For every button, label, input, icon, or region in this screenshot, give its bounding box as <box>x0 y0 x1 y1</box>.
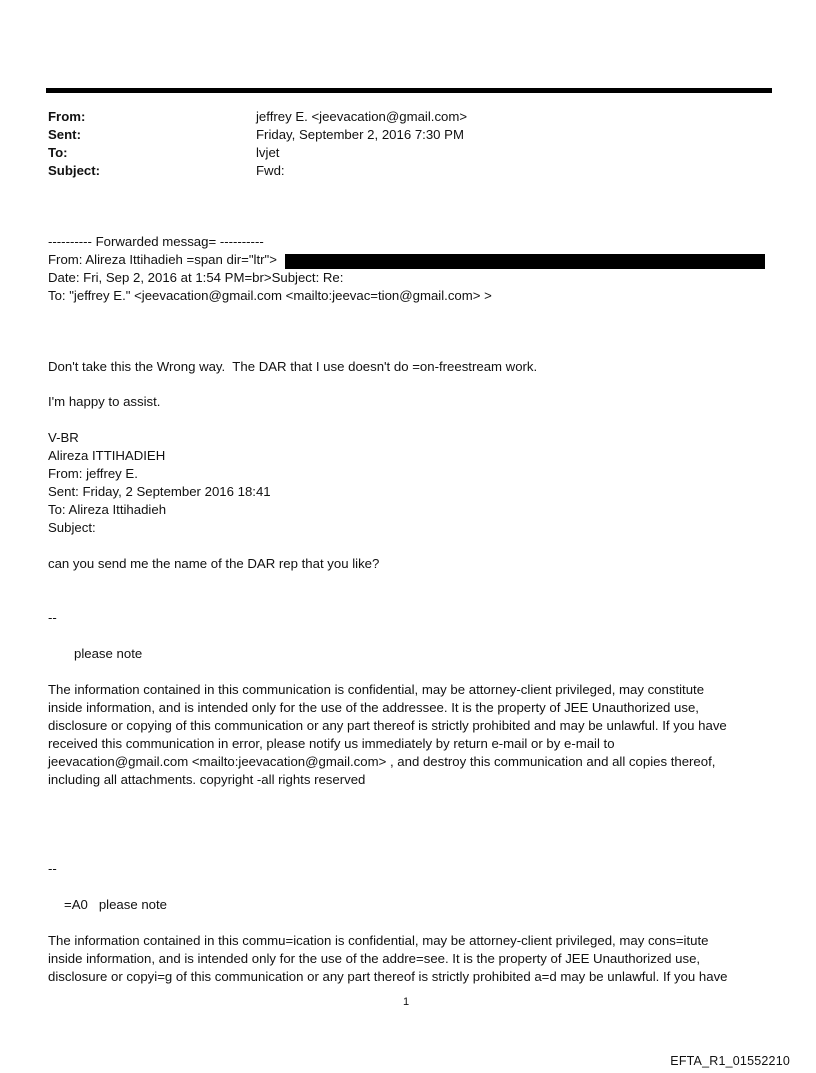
footer1-dashes: -- <box>48 610 57 625</box>
footer2-text-line: inside information, and is intended only for the use of the addre=see. It is the property of JEE Unauthorized use, <box>48 951 701 966</box>
subject-label: Subject: <box>48 163 101 178</box>
sent-value: Friday, September 2, 2016 7:30 PM <box>256 127 464 142</box>
quoted-question: can you send me the name of the DAR rep that you like? <box>48 556 380 571</box>
footer1-text-line: jeevacation@gmail.com <mailto:jeevacation@gmail.com> , and destroy this communication and all copies thereof, <box>48 754 716 769</box>
footer1-text-line: inside information, and is intended only for the use of the addressee. It is the property of JEE Unauthorized use, <box>48 700 699 715</box>
body-paragraph-1: Don't take this the Wrong way. The DAR that I use doesn't do =on-freestream work. <box>48 359 538 374</box>
bates-number: EFTA_R1_01552210 <box>670 1054 790 1068</box>
quoted-from: From: jeffrey E. <box>48 466 138 481</box>
signature-line-1: V-BR <box>48 430 79 445</box>
footer2-dashes: -- <box>48 861 57 876</box>
redaction-bar <box>285 254 765 269</box>
page-number: 1 <box>403 996 410 1008</box>
footer2-text-line: disclosure or copyi=g of this communication or any part thereof is strictly prohibited a=d may be unlawful. If you have <box>48 969 728 984</box>
footer1-text-line: received this communication in error, please notify us immediately by return e-mail or by e-mail to <box>48 736 615 751</box>
from-value: jeffrey E. <jeevacation@gmail.com> <box>256 109 468 124</box>
header-from-row <box>48 108 768 126</box>
footer1-text-line: disclosure or copying of this communication or any part thereof is strictly prohibited and may be unlawful. If you have <box>48 718 727 733</box>
to-label: To: <box>48 145 68 160</box>
forwarded-from: From: Alireza Ittihadieh =span dir="ltr"> <box>48 252 277 267</box>
quoted-to: To: Alireza Ittihadieh <box>48 502 167 517</box>
forwarded-divider: ---------- Forwarded messag= ---------- <box>48 234 264 249</box>
footer1-note: please note <box>74 646 143 661</box>
header-sent-row <box>48 126 768 144</box>
header-to-row <box>48 144 768 162</box>
header-subject-row <box>48 162 768 180</box>
footer2-note: =A0 please note <box>64 897 168 912</box>
forwarded-to: To: "jeffrey E." <jeevacation@gmail.com <mailto:jeevac=tion@gmail.com> > <box>48 288 492 303</box>
sent-label: Sent: <box>48 127 81 142</box>
quoted-sent: Sent: Friday, 2 September 2016 18:41 <box>48 484 271 499</box>
subject-value: Fwd: <box>256 163 285 178</box>
forwarded-date: Date: Fri, Sep 2, 2016 at 1:54 PM=br>Subject: Re: <box>48 270 344 285</box>
quoted-subject: Subject: <box>48 520 96 535</box>
to-value: lvjet <box>256 145 280 160</box>
footer1-text-line: The information contained in this communication is confidential, may be attorney-client privileged, may constitute <box>48 682 705 697</box>
header-rule <box>46 88 772 93</box>
footer2-text-line: The information contained in this commu=ication is confidential, may be attorney-client privileged, may cons=itute <box>48 933 709 948</box>
signature-line-2: Alireza ITTIHADIEH <box>48 448 166 463</box>
from-label: From: <box>48 109 86 124</box>
footer1-text-line: including all attachments. copyright -all rights reserved <box>48 772 366 787</box>
body-paragraph-2: I'm happy to assist. <box>48 394 161 409</box>
